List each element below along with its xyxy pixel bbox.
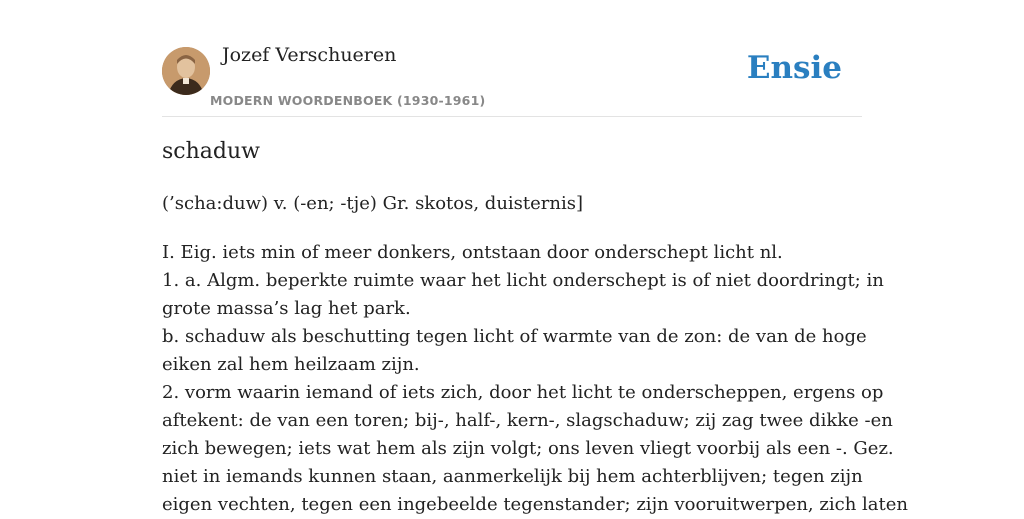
definition-line: grote massa’s lag het park. xyxy=(162,298,411,319)
entry-header xyxy=(162,0,862,117)
source-label[interactable]: MODERN WOORDENBOEK (1930-1961) xyxy=(210,93,486,108)
author-portrait-icon xyxy=(162,47,210,95)
definition-line: 2. vorm waarin iemand of iets zich, door het licht te onderscheppen, ergens op xyxy=(162,382,884,403)
pronunciation-line: (’scha:duw) v. (-en; -tje) Gr. skotos, duisternis] xyxy=(162,193,584,214)
definition-line: niet in iemands kunnen staan, aanmerkelijk bij hem achterblijven; tegen zijn xyxy=(162,466,863,487)
definition-line: zich bewegen; iets wat hem als zijn volgt; ons leven vliegt voorbij als een -. Gez. xyxy=(162,438,894,459)
definition-line: eigen vechten, tegen een ingebeelde tegenstander; zijn vooruitwerpen, zich laten xyxy=(162,494,908,515)
definition-body xyxy=(162,239,908,519)
author-avatar[interactable] xyxy=(162,47,210,95)
definition-line: I. Eig. iets min of meer donkers, ontstaan door onderschept licht nl. xyxy=(162,242,783,263)
definition-line: eiken zal hem heilzaam zijn. xyxy=(162,354,420,375)
definition-line: 1. a. Algm. beperkte ruimte waar het licht onderschept is of niet doordringt; in xyxy=(162,270,884,291)
definition-line: b. schaduw als beschutting tegen licht of warmte van de zon: de van de hoge xyxy=(162,326,867,347)
dictionary-page xyxy=(162,0,908,515)
definition-line: aftekent: de van een toren; bij-, half-, kern-, slagschaduw; zij zag twee dikke -en xyxy=(162,410,893,431)
page-title: schaduw xyxy=(162,139,260,164)
author-name[interactable]: Jozef Verschueren xyxy=(222,44,397,66)
site-logo[interactable]: Ensie xyxy=(746,50,842,86)
